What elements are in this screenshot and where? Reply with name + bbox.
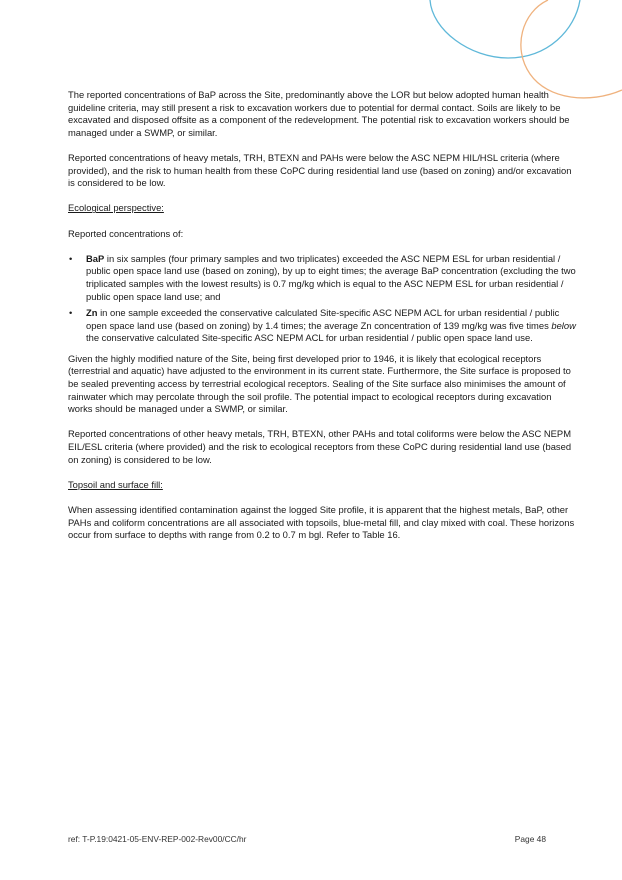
paragraph-human-health-other: Reported concentrations of heavy metals, TRH, BTEXN and PAHs were below the ASC NEPM HIL/HSL criteria (where provided), and the risk to human health from these CoPC during residential land use (based on zoning) and/or excavation is considered to be low.	[68, 151, 572, 189]
blue-arc	[430, 0, 580, 58]
list-item-zn	[68, 307, 576, 345]
list-item-bap	[68, 253, 576, 303]
bullet-lead-zn: Zn	[86, 307, 98, 319]
bullet-symbol: •	[69, 307, 73, 319]
heading-ecological-perspective: Ecological perspective:	[68, 202, 164, 214]
orange-arc	[521, 0, 622, 98]
paragraph-ecological-other: Reported concentrations of other heavy metals, TRH, BTEXN, other PAHs and total coliforms were below the ASC NEPM EIL/ESL criteria (where provided) and the risk to ecological receptors from these CoPC during residential land use (based on zoning) is considered to be low.	[68, 428, 572, 465]
bullet-text-zn-after: the conservative calculated Site-specific ASC NEPM ACL for urban residential / public open space land use.	[86, 332, 533, 344]
heading-topsoil-surface-fill: Topsoil and surface fill:	[68, 478, 163, 490]
bullet-list	[68, 253, 576, 345]
footer-reference: ref: T-P.19:0421-05-ENV-REP-002-Rev00/CC/hr	[68, 834, 247, 844]
paragraph-reported-concentrations: Reported concentrations of:	[68, 227, 184, 239]
paragraph-topsoil: When assessing identified contamination against the logged Site profile, it is apparent that the highest metals, BaP, other PAHs and coliform concentrations are all associated with topsoils, blue-metal fill, and clay mixed with coal. These horizons occur from surface to depths with range from 0.2 to 0.7 m bgl. Refer to Table 16.	[68, 504, 575, 541]
paragraph-human-health-bap: The reported concentrations of BaP across the Site, predominantly above the LOR but below adopted human health guideline criteria, may still present a risk to excavation workers due to potential for dermal contact. Soils are likely to be excavated and disposed offsite as a component of the redevelopment. The potential risk to excavation workers should be managed under a SWMP, or similar.	[68, 89, 570, 138]
paragraph-ecological-receptors: Given the highly modified nature of the Site, being first developed prior to 1946, it is likely that ecological receptors (terrestrial and aquatic) have adjusted to the environment in its current state. Furthermore, the Site surface is proposed to be sealed preventing access by terrestrial ecological receptors. Sealing of the Site surface also minimises the amount of rainwater which may percolate through the soil profile. The potential impact to ecological receptors during excavation works should be managed under a SWMP, or similar.	[68, 352, 571, 415]
bullet-text-zn-before: in one sample exceeded the conservative calculated Site-specific ASC NEPM ACL for urban residential / public open space land use (based on zoning) by 1.4 times; the average Zn concentration of 139 mg/kg was five times	[86, 307, 560, 331]
footer-page-number: Page 48	[514, 834, 546, 844]
bullet-text-bap: in six samples (four primary samples and two triplicates) exceeded the ASC NEPM ESL for urban residential / public open space land use (based on zoning), by up to eight times; the average BaP concentration (excluding the two triplicated samples with the lowest results) is 0.7 mg/kg which is equal to the ASC NEPM ESL for urban residential / public open space land use; and	[86, 252, 576, 302]
bullet-symbol: •	[69, 252, 73, 264]
bullet-emphasis-below: below	[551, 319, 576, 331]
bullet-lead-bap: BaP	[86, 252, 105, 264]
document-body	[68, 89, 576, 554]
